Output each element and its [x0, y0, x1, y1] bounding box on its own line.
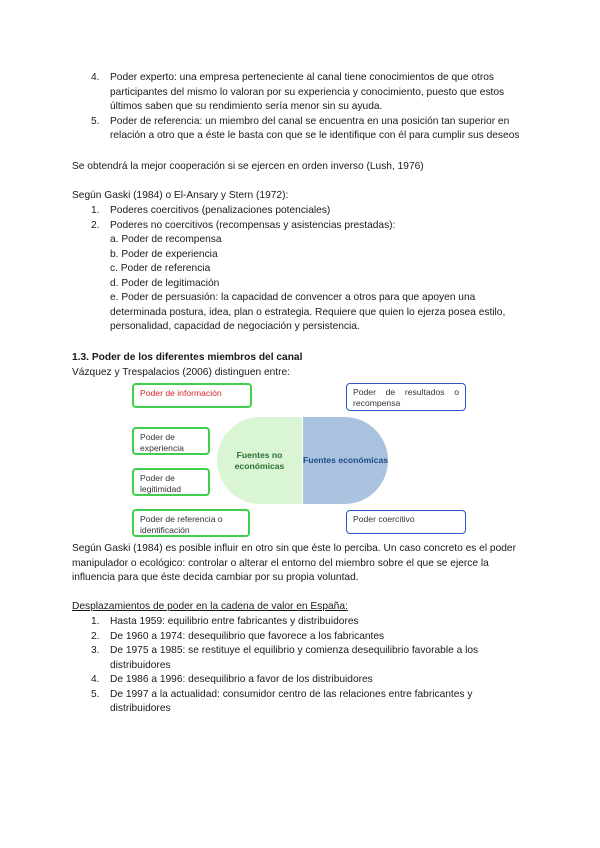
shifts-title: Desplazamientos de poder en la cadena de valor en España:: [72, 601, 348, 612]
list-text: Poderes no coercitivos (recompensas y asistencias prestadas):: [110, 219, 396, 231]
list-number: 1.: [91, 205, 100, 216]
experience-power-box: Poder de experiencia: [132, 427, 210, 455]
results-power-box: Poder de resultados o recompensa: [346, 383, 466, 411]
sub-item: b. Poder de experiencia: [110, 248, 218, 260]
shifts-list: [91, 615, 521, 717]
list-text: De 1997 a la actualidad: consumidor centro de las relaciones entre fabricantes y distribuidores: [110, 688, 473, 714]
list-number: 4.: [91, 674, 100, 685]
non-economic-sources: Fuentes no económicas: [217, 417, 302, 504]
power-sources-diagram: [130, 380, 470, 542]
list-item: [91, 115, 531, 144]
list-number: 3.: [91, 645, 100, 656]
sub-item: d. Poder de legitimación: [110, 277, 220, 289]
legitimacy-power-box: Poder de legitimidad: [132, 468, 210, 496]
list-item: [91, 204, 531, 219]
list-item: [91, 688, 521, 717]
list-text: De 1986 a 1996: desequilibrio a favor de los distribuidores: [110, 674, 373, 685]
information-power-box: Poder de información: [132, 383, 252, 408]
list-number: 2.: [91, 219, 100, 231]
coercive-power-box: Poder coercitivo: [346, 510, 466, 534]
gaski-paragraph: Según Gaski (1984) es posible influir en otro sin que éste lo perciba. Un caso concreto es el poder manipulador o ecológico: controlar o alterar el entorno del miembro sobre el que se ejerce la influencia para que éste decida cambiar por su propia voluntad.: [72, 543, 516, 583]
list-item: [91, 644, 521, 673]
list-number: 5.: [91, 115, 100, 127]
lush-note: Se obtendrá la mejor cooperación si se ejercen en orden inverso (Lush, 1976): [72, 161, 424, 172]
list-text: De 1975 a 1985: se restituye el equilibrio y comienza desequilibrio favorable a los distribuidores: [110, 645, 479, 671]
list-item: [91, 615, 521, 630]
list-text: Poder de referencia: un miembro del canal se encuentra en una posición tan superior en relación a otro que a éste le basta con que se le identifique con él para cumplir sus deseos: [110, 115, 520, 141]
list-text: Poder experto: una empresa perteneciente al canal tiene conocimientos de que otros participantes del mismo lo valoran por su experiencia y conocimiento, puesto que estos últimos saben que su rendimiento sería menor sin su ayuda.: [110, 72, 505, 112]
reference-power-box: Poder de referencia o identificación: [132, 509, 250, 537]
gaski-intro: Según Gaski (1984) o El-Ansary y Stern (1972):: [72, 190, 289, 201]
list-number: 2.: [91, 630, 100, 642]
list-item: [91, 673, 521, 688]
gaski-sublist: [110, 233, 530, 335]
list-text: Hasta 1959: equilibrio entre fabricantes y distribuidores: [110, 616, 359, 627]
power-types-list: [91, 71, 531, 144]
section-heading: 1.3. Poder de los diferentes miembros del canal: [72, 352, 303, 363]
list-number: 1.: [91, 616, 100, 627]
list-item: [91, 219, 531, 234]
list-item: [91, 630, 521, 645]
list-text: Poderes coercitivos (penalizaciones potenciales): [110, 205, 331, 216]
list-item: [91, 71, 531, 115]
list-number: 5.: [91, 688, 100, 700]
sub-item: e. Poder de persuasión: la capacidad de convencer a otros para que apoyen una determinada postura, idea, plan o estrategia. Requiere que quien lo ejerza posea estilo, personalidad, capacidad de negociación y persistencia.: [110, 292, 506, 332]
gaski-list: [91, 204, 531, 233]
sub-item: c. Poder de referencia: [110, 263, 211, 274]
economic-sources: Fuentes económicas: [303, 417, 388, 504]
sub-item: a. Poder de recompensa: [110, 234, 222, 245]
vazquez-intro: Vázquez y Trespalacios (2006) distinguen entre:: [72, 367, 291, 378]
list-text: De 1960 a 1974: desequilibrio que favorece a los fabricantes: [110, 630, 385, 642]
list-number: 4.: [91, 72, 100, 83]
